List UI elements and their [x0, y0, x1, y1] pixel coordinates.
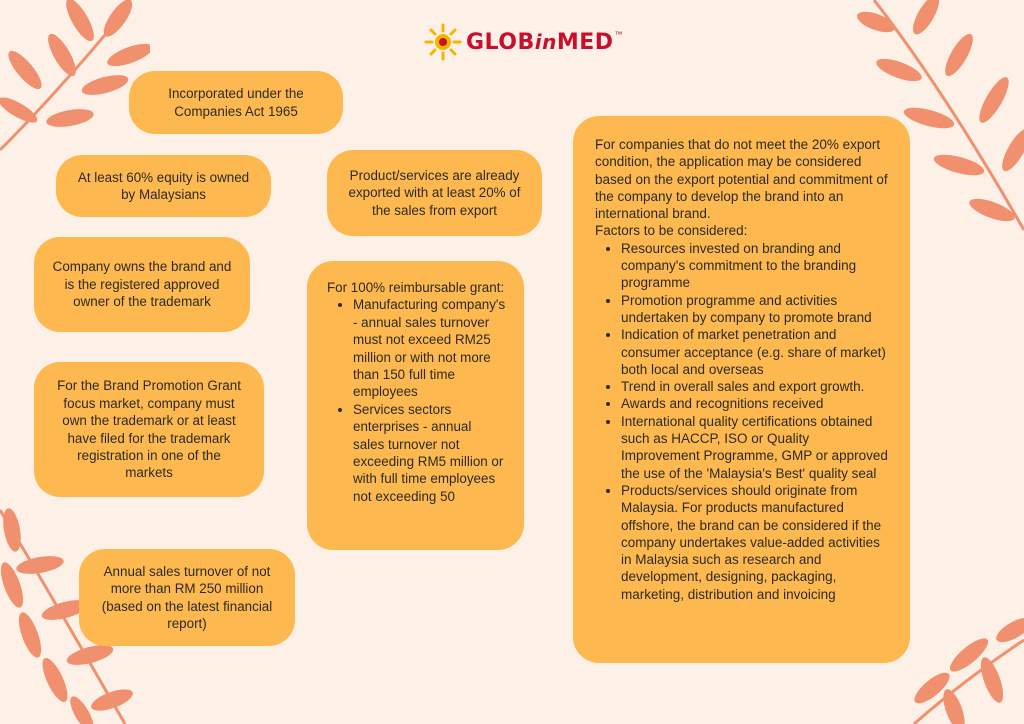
- criterion-text: Company owns the brand and is the registered approved owner of the trademark: [52, 259, 232, 310]
- criterion-brand-owner: [34, 237, 250, 332]
- list-item: • Products/services should originate from Malaysia. For products manufactured offshore, the brand can be considered if the company undertakes value-added activities in Malaysia such as research and development, designing, packaging, marketing, distribution and invoicing: [621, 482, 888, 603]
- list-item: • Indication of market penetration and consumer acceptance (e.g. share of market) both local and overseas: [621, 326, 888, 378]
- globinmed-logo: [424, 22, 634, 62]
- export-exception-intro: For companies that do not meet the 20% export condition, the application may be considered based on the export potential and commitment of the company to develop the brand into an international brand.: [595, 137, 888, 222]
- logo-wordmark: GLOBinMED: [466, 29, 614, 55]
- trademark-symbol: ™: [614, 29, 623, 39]
- criterion-text: Annual sales turnover of not more than RM 250 million (based on the latest financial report): [101, 563, 273, 631]
- criterion-text: Incorporated under the Companies Act 1965: [168, 86, 304, 119]
- criterion-incorporated: [129, 71, 343, 134]
- criterion-text: Product/services are already exported with at least 20% of the sales from export: [348, 167, 521, 218]
- reimbursable-list: [327, 296, 506, 505]
- criterion-text: For the Brand Promotion Grant focus market, company must own the trademark or at least have filed for the trademark registration in one of the markets: [57, 378, 241, 481]
- list-item: • Resources invested on branding and company's commitment to the branding programme: [621, 240, 888, 292]
- reimbursable-intro: For 100% reimbursable grant:: [327, 280, 505, 295]
- list-item: • Manufacturing company's - annual sales turnover must not exceed RM25 million or with not more than 150 full time employees: [353, 296, 506, 400]
- export-exception-card: [573, 116, 910, 663]
- criterion-turnover: [79, 549, 295, 646]
- list-item: • Awards and recognitions received: [621, 395, 888, 412]
- factors-label: Factors to be considered:: [595, 223, 748, 239]
- leaf-branch-top-left: [0, 0, 150, 170]
- factors-list: [595, 240, 888, 603]
- criterion-text: At least 60% equity is owned by Malaysians: [77, 169, 250, 202]
- sun-flower-icon: [424, 23, 462, 61]
- criterion-export: [327, 150, 542, 236]
- list-item: • Trend in overall sales and export growth.: [621, 378, 888, 395]
- criterion-equity: [56, 155, 271, 217]
- list-item: • Promotion programme and activities undertaken by company to promote brand: [621, 292, 888, 327]
- list-item: • International quality certifications obtained such as HACCP, ISO or Quality Improvement Programme, GMP or approved the use of the 'Malaysia's Best' quality seal: [621, 413, 888, 482]
- reimbursable-grant-card: [307, 261, 524, 550]
- list-item: • Services sectors enterprises - annual sales turnover not exceeding RM5 million or with full time employees not exceeding 50: [353, 401, 506, 505]
- criterion-focus-market: [34, 362, 264, 497]
